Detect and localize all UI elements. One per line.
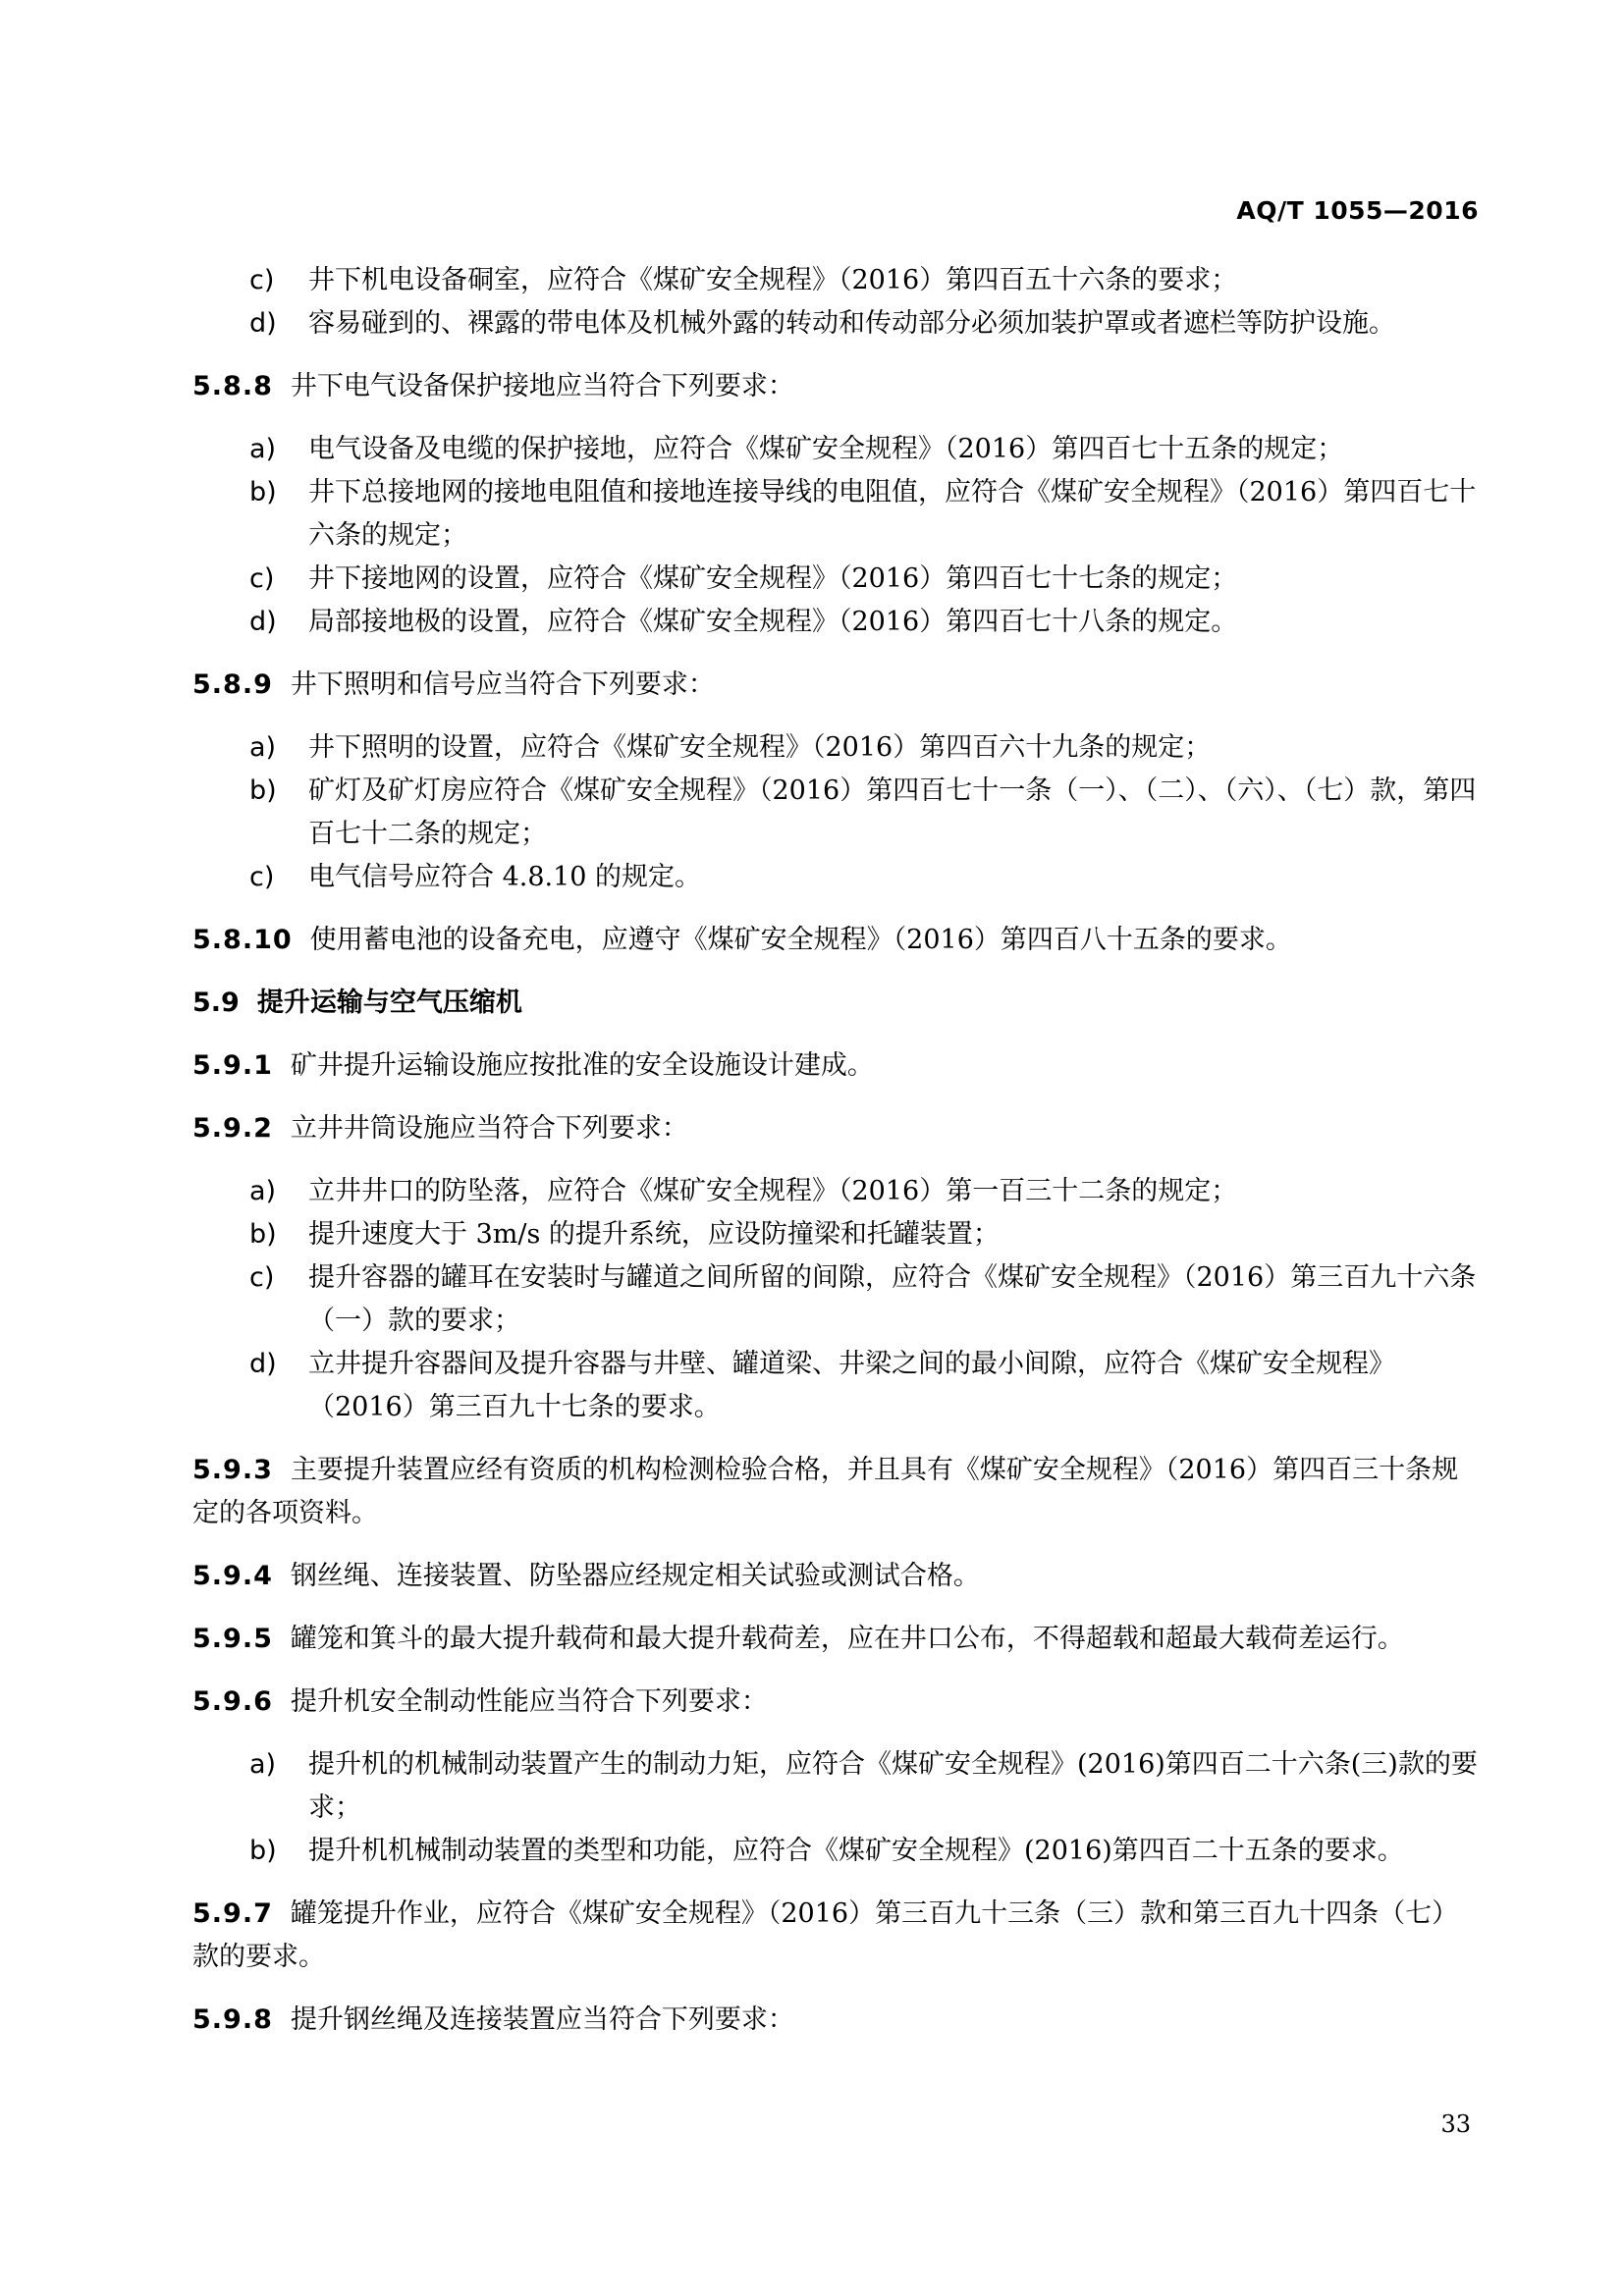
- clause-number: 5.9.7: [192, 1898, 273, 1929]
- list-item: [192, 726, 1479, 770]
- clause-text: 提升钢丝绳及连接装置应当符合下列要求：: [290, 2004, 794, 2035]
- list-item: [192, 1256, 1479, 1343]
- clause-number: 5.8.10: [192, 925, 293, 955]
- list-item-text: 容易碰到的、裸露的带电体及机械外露的转动和传动部分必须加装护罩或者遮栏等防护设施。: [308, 308, 1395, 339]
- list-item-text: 井下机电设备硐室，应符合《煤矿安全规程》（2016）第四百五十六条的要求；: [308, 265, 1238, 295]
- list-item-label: b): [249, 477, 277, 507]
- list-item-label: c): [249, 862, 275, 892]
- list-item-text: 井下照明的设置，应符合《煤矿安全规程》（2016）第四百六十九条的规定；: [308, 732, 1212, 763]
- list-item-text: 提升容器的罐耳在安装时与罐道之间所留的间隙，应符合《煤矿安全规程》（2016）第三百九十六条（一）款的要求；: [308, 1262, 1477, 1336]
- list-item-label: c): [249, 265, 275, 295]
- clause: [192, 1555, 1479, 1598]
- list-item: [192, 428, 1479, 471]
- page-number: 33: [1440, 2110, 1471, 2138]
- list-item-label: a): [249, 1176, 277, 1206]
- list-item: [192, 1743, 1479, 1830]
- clause: [192, 1681, 1479, 1724]
- clause-text: 钢丝绳、连接装置、防坠器应经规定相关试验或测试合格。: [290, 1561, 980, 1591]
- document-body: [192, 259, 1479, 2061]
- list-item-text: 局部接地极的设置，应符合《煤矿安全规程》（2016）第四百七十八条的规定。: [308, 607, 1238, 637]
- standard-code-header: AQ/T 1055—2016: [1236, 196, 1479, 225]
- list-item-label: a): [249, 732, 277, 763]
- list-item: [192, 259, 1479, 302]
- list-item-text: 提升机机械制动装置的类型和功能，应符合《煤矿安全规程》(2016)第四百二十五条的要求。: [308, 1836, 1404, 1866]
- list-item-label: a): [249, 1749, 277, 1780]
- list-item: [192, 856, 1479, 899]
- list-item: [192, 601, 1479, 644]
- section-heading: [192, 982, 1479, 1025]
- clause: [192, 1893, 1479, 1979]
- clause-number: 5.9.2: [192, 1113, 273, 1144]
- clause-number: 5.8.9: [192, 669, 273, 700]
- list-item-label: c): [249, 563, 275, 594]
- clause: [192, 1044, 1479, 1088]
- clause-number: 5.9.5: [192, 1624, 273, 1654]
- clause: [192, 1107, 1479, 1150]
- list-item-text: 电气信号应符合 4.8.10 的规定。: [308, 862, 702, 892]
- list-item-text: 提升速度大于 3m/s 的提升系统，应设防撞梁和托罐装置；: [308, 1219, 1000, 1250]
- clause-number: 5.9.4: [192, 1561, 273, 1591]
- clause-text: 矿井提升运输设施应按批准的安全设施设计建成。: [290, 1050, 874, 1081]
- clause: [192, 919, 1479, 962]
- clause: [192, 1999, 1479, 2042]
- list-item: [192, 558, 1479, 601]
- clause-number: 5.8.8: [192, 371, 273, 401]
- clause-number: 5.9.3: [192, 1455, 273, 1485]
- list-item: [192, 302, 1479, 346]
- clause-text: 罐笼和箕斗的最大提升载荷和最大提升载荷差，应在井口公布，不得超载和超最大载荷差运行。: [290, 1624, 1404, 1654]
- list-item: [192, 1213, 1479, 1256]
- clause: [192, 365, 1479, 408]
- list-item-text: 提升机的机械制动装置产生的制动力矩，应符合《煤矿安全规程》(2016)第四百二十六条(三)款的要求；: [308, 1749, 1478, 1823]
- clause-text: 立井井筒设施应当符合下列要求：: [290, 1113, 688, 1144]
- section-title: 提升运输与空气压缩机: [256, 988, 522, 1018]
- clause: [192, 1449, 1479, 1535]
- list-item-label: a): [249, 434, 277, 464]
- list-item-text: 井下总接地网的接地电阻值和接地连接导线的电阻值，应符合《煤矿安全规程》（2016）第四百七十六条的规定；: [308, 477, 1477, 551]
- clause-number: 5.9.6: [192, 1686, 273, 1717]
- list-item-label: b): [249, 1836, 277, 1866]
- list-item-label: b): [249, 1219, 277, 1250]
- list-item-label: c): [249, 1262, 275, 1293]
- list-item: [192, 770, 1479, 856]
- list-item-label: d): [249, 607, 277, 637]
- section-number: 5.9: [192, 988, 240, 1018]
- clause-text: 罐笼提升作业，应符合《煤矿安全规程》（2016）第三百九十三条（三）款和第三百九十四条（七）款的要求。: [192, 1898, 1459, 1972]
- list-item-label: b): [249, 775, 277, 806]
- clause-text: 提升机安全制动性能应当符合下列要求：: [290, 1686, 768, 1717]
- list-item: [192, 1343, 1479, 1429]
- list-item-label: d): [249, 1349, 277, 1379]
- list-item-text: 电气设备及电缆的保护接地，应符合《煤矿安全规程》（2016）第四百七十五条的规定；: [308, 434, 1344, 464]
- list-item-text: 矿灯及矿灯房应符合《煤矿安全规程》（2016）第四百七十一条（一）、（二）、（六）、（七）款，第四百七十二条的规定；: [308, 775, 1477, 849]
- list-item-text: 立井井口的防坠落，应符合《煤矿安全规程》（2016）第一百三十二条的规定；: [308, 1176, 1238, 1206]
- list-item-text: 井下接地网的设置，应符合《煤矿安全规程》（2016）第四百七十七条的规定；: [308, 563, 1238, 594]
- clause-text: 井下照明和信号应当符合下列要求：: [290, 669, 715, 700]
- clause-number: 5.9.1: [192, 1050, 273, 1081]
- clause-text: 主要提升装置应经有资质的机构检测检验合格，并且具有《煤矿安全规程》（2016）第四百三十条规定的各项资料。: [192, 1455, 1459, 1528]
- clause: [192, 1618, 1479, 1661]
- list-item-label: d): [249, 308, 277, 339]
- clause-number: 5.9.8: [192, 2004, 273, 2035]
- clause-text: 使用蓄电池的设备充电，应遵守《煤矿安全规程》（2016）第四百八十五条的要求。: [309, 925, 1292, 955]
- list-item: [192, 1830, 1479, 1873]
- clause: [192, 664, 1479, 707]
- clause-text: 井下电气设备保护接地应当符合下列要求：: [290, 371, 794, 401]
- list-item: [192, 1170, 1479, 1213]
- list-item: [192, 471, 1479, 558]
- list-item-text: 立井提升容器间及提升容器与井壁、罐道梁、井梁之间的最小间隙，应符合《煤矿安全规程》（2016）第三百九十七条的要求。: [308, 1349, 1395, 1422]
